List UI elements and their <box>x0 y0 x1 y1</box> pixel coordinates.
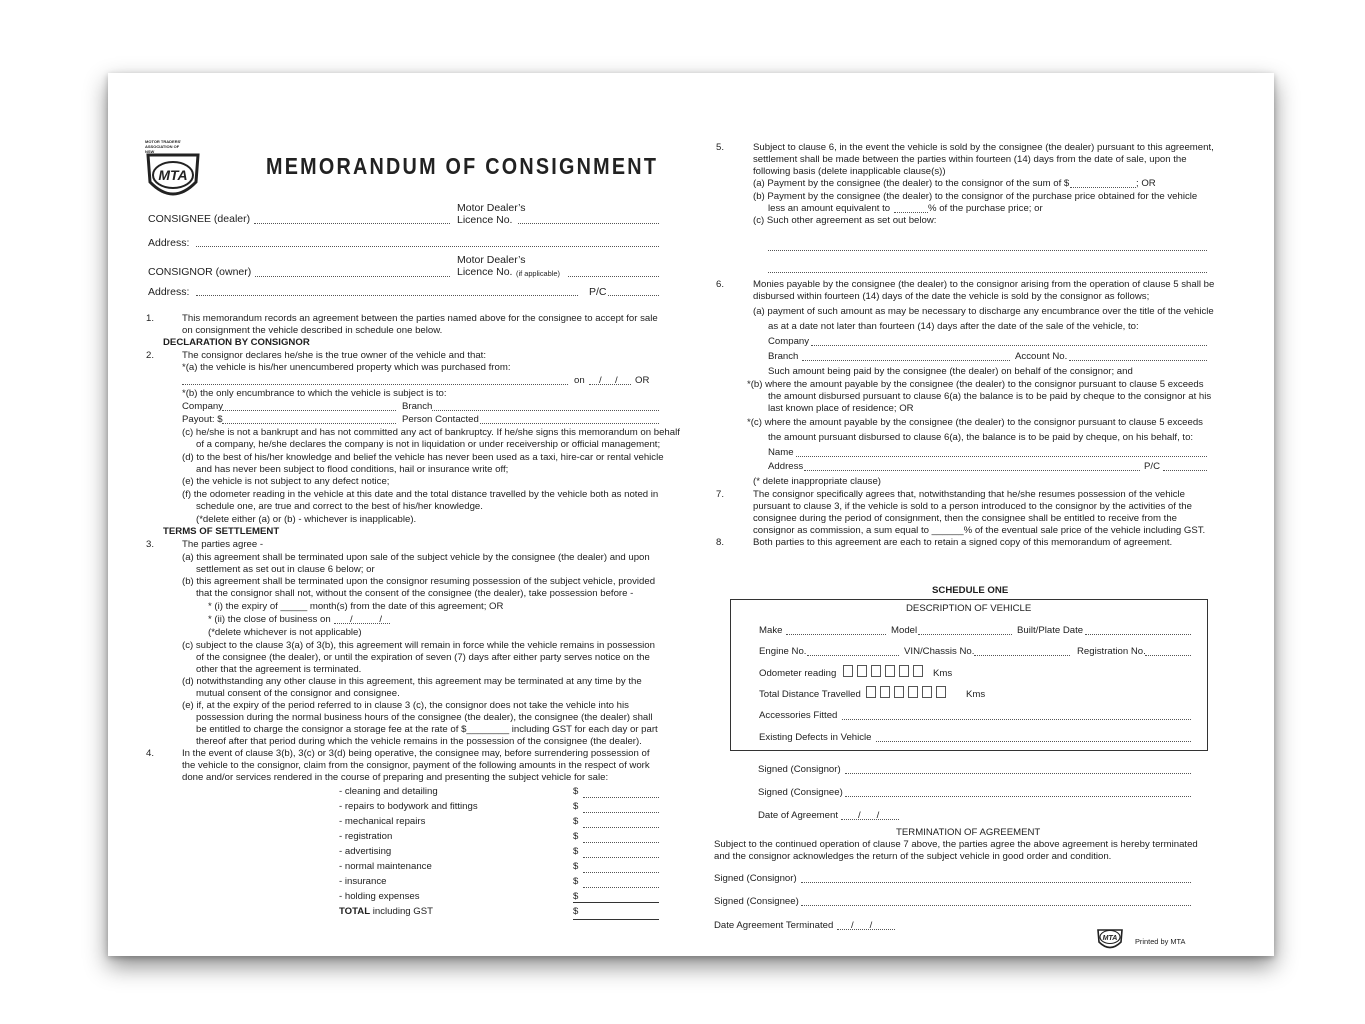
clause-6b-line-3: last known place of residence; OR <box>768 403 914 414</box>
defects-field[interactable] <box>876 741 1191 742</box>
clause-3d-line-1: (d) notwithstanding any other clause in this agreement, this agreement may be terminated at any time by the <box>182 676 642 687</box>
consignee-field[interactable] <box>254 223 450 224</box>
clause-4-line-3: done and/or services rendered in the course of preparing and presenting the subject vehicle for sale: <box>182 772 609 783</box>
clause-6a-line-2: as at a date not later than fourteen (14) days after the date of the sale of the vehicle, to: <box>768 321 1139 332</box>
distance-digit-cell[interactable] <box>880 686 890 698</box>
vin-field[interactable] <box>974 655 1070 656</box>
page-title: MEMORANDUM OF CONSIGNMENT <box>266 153 659 179</box>
clause-5-number: 5. <box>716 142 725 153</box>
cost-amount-field[interactable] <box>583 827 659 828</box>
cost-item: - holding expenses <box>339 891 420 902</box>
cost-amount-field[interactable] <box>573 902 659 903</box>
cost-total-field[interactable] <box>573 919 659 920</box>
clause-3b-line-2: that the consignor shall not, without the consent of the consignee (the dealer), take possession before - <box>196 588 634 599</box>
total-rest: including GST <box>372 906 434 917</box>
clause-2a-or: OR <box>635 375 650 386</box>
vehicle-description-title: DESCRIPTION OF VEHICLE <box>906 603 1032 614</box>
built-date-label: Built/Plate Date <box>1017 625 1084 636</box>
consignor-label: CONSIGNOR (owner) <box>148 266 252 278</box>
clause-1-line-2: on consignment the vehicle described in schedule one below. <box>182 325 443 336</box>
consignee-address-label: Address: <box>148 237 190 249</box>
purchased-from-field[interactable] <box>182 384 568 385</box>
cost-amount-field[interactable] <box>583 857 659 858</box>
clause-5-line-3: following basis (delete inapplicable clause(s)) <box>753 166 946 177</box>
clause-6b-line-1: *(b) where the amount payable by the consignee (the dealer) to the consignor pursuant to clause 5 exceeds <box>747 379 1204 390</box>
small-logo-mark: MTA <box>1102 935 1118 942</box>
distance-digit-cell[interactable] <box>936 686 946 698</box>
mta-shield-icon <box>145 152 201 202</box>
clause-5a-sum-field[interactable] <box>1070 187 1136 188</box>
model-field[interactable] <box>918 634 1012 635</box>
cost-item: - normal maintenance <box>339 861 432 872</box>
clause-5b-line-2: less an amount equivalent to <box>768 203 891 214</box>
clause-2f-line-2: schedule one, are true and correct to the best of his/her knowledge. <box>196 501 483 512</box>
cost-dollar: $ <box>573 786 579 797</box>
clause-7-line-3: consignee during the period of consignment, then the consignee shall be entitled to receive from the <box>753 513 1177 524</box>
clause-7-line-1: The consignor specifically agrees that, notwithstanding that he/she resumes possession of the vehicle <box>753 489 1185 500</box>
encumbrance-company-field[interactable] <box>222 410 396 411</box>
cost-item: - advertising <box>339 846 392 857</box>
terms-heading: TERMS OF SETTLEMENT <box>163 526 280 537</box>
licence-label-1: Motor Dealer’s <box>457 202 526 214</box>
clause-2b: *(b) the only encumbrance to which the vehicle is subject is to: <box>182 388 447 399</box>
odometer-digit-cell[interactable] <box>857 665 867 677</box>
clause-6-such-amount: Such amount being paid by the consignee (the dealer) on behalf of the consignor; and <box>768 366 1133 377</box>
declaration-heading: DECLARATION BY CONSIGNOR <box>163 337 310 348</box>
cost-amount-field[interactable] <box>583 872 659 873</box>
termination-heading: TERMINATION OF AGREEMENT <box>896 827 1041 838</box>
logo-assoc-text: MOTOR TRADERS' ASSOCIATION OF NSW <box>145 139 182 154</box>
cheque-pc-field[interactable] <box>1163 470 1207 471</box>
payee-branch-label: Branch <box>768 351 799 362</box>
consignor-pc-label: P/C <box>589 286 607 298</box>
vin-label: VIN/Chassis No. <box>904 646 975 657</box>
consignor-licence-label-2: Licence No. <box>457 266 513 278</box>
cost-item: - registration <box>339 831 393 842</box>
clause-3b-delete-note: (*delete whichever is not applicable) <box>208 627 362 638</box>
close-of-business-date-slashes: / / <box>350 614 382 625</box>
clause-5b-line-3: % of the purchase price; or <box>928 203 1043 214</box>
clause-3c-line-1: (c) subject to the clause 3(a) of 3(b), this agreement will remain in force while the vehicle remains in possession <box>182 640 655 651</box>
termination-signed-consignee-label: Signed (Consignee) <box>714 896 799 907</box>
cost-dollar: $ <box>573 801 579 812</box>
signed-consignor-label: Signed (Consignor) <box>758 764 841 775</box>
if-applicable-note: (if applicable) <box>516 269 560 278</box>
encumbrance-company-label: Company <box>182 401 224 412</box>
payee-company-field[interactable] <box>811 345 1207 346</box>
mta-logo <box>145 139 205 201</box>
distance-digit-cell[interactable] <box>908 686 918 698</box>
model-label: Model <box>891 625 918 636</box>
licence-label-2: Licence No. <box>457 214 513 226</box>
cheque-pc-label: P/C <box>1144 461 1160 472</box>
cheque-address-field[interactable] <box>804 470 1140 471</box>
total-distance-label: Total Distance Travelled <box>759 689 861 700</box>
clause-3-number: 3. <box>146 539 155 550</box>
engine-no-label: Engine No. <box>759 646 807 657</box>
consignor-licence-field[interactable] <box>568 276 659 277</box>
termination-signed-consignee-field[interactable] <box>801 905 1191 906</box>
payee-branch-field[interactable] <box>802 360 1010 361</box>
person-contacted-label: Person Contacted <box>402 414 479 425</box>
termination-signed-consignor-field[interactable] <box>801 882 1191 883</box>
clause-6b-line-2: the amount disbursed pursuant to clause 6(a) the balance is to be paid by cheque to the consignor at his <box>768 391 1212 402</box>
distance-digit-cell[interactable] <box>922 686 932 698</box>
cost-item: - mechanical repairs <box>339 816 426 827</box>
other-agreement-field[interactable] <box>768 272 1207 273</box>
consignee-licence-field[interactable] <box>518 223 659 224</box>
clause-5b-percent-field[interactable] <box>894 212 928 213</box>
termination-line-1: Subject to the continued operation of clause 7 above, the parties agree the above agreement is hereby terminated <box>714 839 1198 850</box>
cheque-address-label: Address <box>768 461 804 472</box>
clause-3e-line-4: thereof after that period during which the vehicle remains in the possession of the consignee (the dealer). <box>196 736 642 747</box>
clause-4-line-1: In the event of clause 3(b), 3(c) or 3(d) being operative, the consignee may, before surrendering possession of <box>182 748 650 759</box>
clause-2c-line-1: (c) he/she is not a bankrupt and has not committed any act of bankruptcy. If he/she signs this memorandum on behalf <box>182 427 680 438</box>
cost-amount-field[interactable] <box>583 797 659 798</box>
distance-digit-cell[interactable] <box>866 686 876 698</box>
clause-2a: *(a) the vehicle is his/her unencumbered property which was purchased from: <box>182 362 511 373</box>
consignor-pc-field[interactable] <box>608 295 659 296</box>
signed-consignee-field[interactable] <box>845 796 1191 797</box>
cost-dollar: $ <box>573 906 579 917</box>
clause-6-line-2: disbursed within fourteen (14) days of the date the vehicle is sold by the consignor as follows; <box>753 291 1150 302</box>
odometer-kms: Kms <box>933 668 953 679</box>
clause-3b-ii: * (ii) the close of business on <box>208 614 331 625</box>
consignor-address-field[interactable] <box>196 295 578 296</box>
clause-3d-line-2: mutual consent of the consignor and consignee. <box>196 688 400 699</box>
payee-company-label: Company <box>768 336 810 347</box>
termination-signed-consignor-label: Signed (Consignor) <box>714 873 797 884</box>
clause-2c-line-2: of a company, he/she declares the company is not in liquidation or under receivership or official management; <box>196 439 661 450</box>
person-contacted-field[interactable] <box>480 423 659 424</box>
clause-5b-line-1: (b) Payment by the consignee (the dealer) to the consignor of the purchase price obtained for the vehicle <box>753 191 1198 202</box>
accessories-field[interactable] <box>842 719 1191 720</box>
total-bold: TOTAL <box>339 906 371 917</box>
clause-2e: (e) the vehicle is not subject to any defect notice; <box>182 476 390 487</box>
date-of-agreement-label: Date of Agreement <box>758 810 838 821</box>
odometer-label: Odometer reading <box>759 668 837 679</box>
cost-amount-field[interactable] <box>583 887 659 888</box>
distance-digit-cell[interactable] <box>894 686 904 698</box>
clause-5-line-2: settlement shall be made between the parties within fourteen (14) days from the date of sale, upon the <box>753 154 1187 165</box>
clause-2d-line-1: (d) to the best of his/her knowledge and belief the vehicle has never been used as a taxi, hire-car or rental vehicle <box>182 452 664 463</box>
cost-dollar: $ <box>573 846 579 857</box>
defects-label: Existing Defects in Vehicle <box>759 732 872 743</box>
date-of-agreement-slashes: / / <box>858 810 880 821</box>
mta-small-logo-icon <box>1096 925 1124 951</box>
clause-3c-line-3: other that the agreement is terminated. <box>196 664 362 675</box>
clause-3-line-1: The parties agree - <box>182 539 264 550</box>
odometer-digit-cell[interactable] <box>843 665 853 677</box>
odometer-digit-cell[interactable] <box>871 665 881 677</box>
cost-dollar: $ <box>573 891 579 902</box>
clause-3b-i: * (i) the expiry of _____ month(s) from the date of this agreement; OR <box>208 601 504 612</box>
clause-3e-line-2: possession during the normal business hours of the consignee (the dealer), the consignee (the dealer) shall <box>196 712 653 723</box>
clause-1-line-1: This memorandum records an agreement between the parties named above for the consignee to accept for sale <box>182 313 658 324</box>
cost-dollar: $ <box>573 876 579 887</box>
cheque-name-label: Name <box>768 447 794 458</box>
clause-6a-line-1: (a) payment of such amount as may be necessary to discharge any encumbrance over the title of the vehicle <box>753 306 1214 317</box>
encumbrance-branch-field[interactable] <box>432 410 659 411</box>
clause-5c: (c) Such other agreement as set out below: <box>753 215 937 226</box>
odometer-digit-cell[interactable] <box>913 665 923 677</box>
clause-7-line-4: consignor as commission, a sum equal to ______% of the eventual sale price of the vehicle including GST. <box>753 525 1206 536</box>
clause-5-line-1: Subject to clause 6, in the event the vehicle is sold by the consignee (the dealer) pursuant to this agreement, <box>753 142 1214 153</box>
consignor-licence-label-1: Motor Dealer’s <box>457 254 526 266</box>
clause-2d-line-2: and has never been subject to flood conditions, hail or insurance write off; <box>196 464 509 475</box>
accessories-label: Accessories Fitted <box>759 710 838 721</box>
payout-label: Payout: $ <box>182 414 223 425</box>
signed-consignee-label: Signed (Consignee) <box>758 787 843 798</box>
cost-total-label <box>339 906 433 918</box>
payee-account-label: Account No. <box>1015 351 1068 362</box>
clause-3a-line-1: (a) this agreement shall be terminated upon sale of the subject vehicle by the consignee (the dealer) and upon <box>182 552 650 563</box>
clause-2a-date-slashes: / / <box>599 375 618 386</box>
cost-amount-field[interactable] <box>583 842 659 843</box>
consignor-field[interactable] <box>255 276 450 277</box>
clause-2a-on: on <box>574 375 585 386</box>
payee-account-field[interactable] <box>1069 360 1207 361</box>
clause-2f-line-1: (f) the odometer reading in the vehicle at this date and the total distance travelled by the vehicle both as noted in <box>182 489 659 500</box>
cheque-name-field[interactable] <box>796 456 1207 457</box>
clause-2-delete-note: (*delete either (a) or (b) - whichever is inapplicable). <box>196 514 417 525</box>
consignment-form-sheet <box>108 73 1274 956</box>
clause-3e-line-1: (e) if, at the expiry of the period referred to in clause 3 (c), the consignor does not take the vehicle into his <box>182 700 629 711</box>
clause-3a-line-2: settlement as set out in clause 6 below; or <box>196 564 375 575</box>
clause-3e-line-3: be entitled to charge the consignor a storage fee at the rate of $________ including GST for each day or part <box>196 724 658 735</box>
registration-label: Registration No. <box>1077 646 1146 657</box>
clause-6c-line-2: the amount pursuant disbursed to clause 6(a), the balance is to be paid by cheque, on his behalf, to: <box>768 432 1194 443</box>
clause-4-number: 4. <box>146 748 155 759</box>
schedule-heading: SCHEDULE ONE <box>932 585 1009 596</box>
clause-5a: (a) Payment by the consignee (the dealer) to the consignor of the sum of $ <box>753 178 1070 189</box>
printed-by-label: Printed by MTA <box>1135 937 1186 946</box>
clause-3b-line-1: (b) this agreement shall be terminated upon the consignor resuming possession of the subject vehicle, provided <box>182 576 656 587</box>
odometer-digit-cell[interactable] <box>899 665 909 677</box>
built-date-field[interactable] <box>1085 634 1191 635</box>
signed-consignor-field[interactable] <box>845 773 1191 774</box>
registration-field[interactable] <box>1145 655 1191 656</box>
clause-3c-line-2: of the consignee (the dealer), or until the expiration of seven (7) days after either party serves notice on the <box>196 652 650 663</box>
cost-dollar: $ <box>573 816 579 827</box>
date-terminated-label: Date Agreement Terminated <box>714 920 834 931</box>
clause-8-number: 8. <box>716 537 725 548</box>
cost-item: - repairs to bodywork and fittings <box>339 801 478 812</box>
total-distance-kms: Kms <box>966 689 986 700</box>
clause-5a-or: ; OR <box>1136 178 1156 189</box>
clause-6c-line-1: *(c) where the amount payable by the consignee (the dealer) to the consignor pursuant to clause 5 exceeds <box>747 417 1203 428</box>
clause-6-number: 6. <box>716 279 725 290</box>
clause-6-line-1: Monies payable by the consignee (the dealer) to the consignor arising from the operation of clause 5 shall be <box>753 279 1215 290</box>
consignee-label: CONSIGNEE (dealer) <box>148 213 251 225</box>
clause-7-number: 7. <box>716 489 725 500</box>
clause-2-line-1: The consignor declares he/she is the true owner of the vehicle and that: <box>182 350 486 361</box>
cost-item: - insurance <box>339 876 387 887</box>
cost-item: - cleaning and detailing <box>339 786 438 797</box>
consignee-address-field[interactable] <box>196 246 659 247</box>
make-field[interactable] <box>786 634 886 635</box>
clause-2-number: 2. <box>146 350 155 361</box>
make-label: Make <box>759 625 783 636</box>
clause-8-line-1: Both parties to this agreement are each to retain a signed copy of this memorandum of agreement. <box>753 537 1173 548</box>
date-terminated-slashes: / / <box>851 920 873 931</box>
logo-mark-text: MTA <box>158 167 188 183</box>
cost-dollar: $ <box>573 831 579 842</box>
clause-1-number: 1. <box>146 313 155 324</box>
termination-line-2: and the consignor acknowledges the return of the subject vehicle in good order and condition. <box>714 851 1112 862</box>
cost-amount-field[interactable] <box>583 812 659 813</box>
encumbrance-branch-label: Branch <box>402 401 433 412</box>
engine-no-field[interactable] <box>807 655 899 656</box>
clause-4-line-2: the vehicle to the consignor, claim from the consignor, payment of the following amounts in the respect of work <box>182 760 650 771</box>
clause-7-line-2: pursuant to clause 3, if the vehicle is sold to a person introduced to the consignor by the activities of the <box>753 501 1192 512</box>
consignor-address-label: Address: <box>148 286 190 298</box>
clause-6-delete-note: (* delete inappropriate clause) <box>753 476 881 487</box>
cost-dollar: $ <box>573 861 579 872</box>
odometer-digit-cell[interactable] <box>885 665 895 677</box>
other-agreement-field[interactable] <box>768 250 1207 251</box>
payout-field[interactable] <box>222 423 396 424</box>
